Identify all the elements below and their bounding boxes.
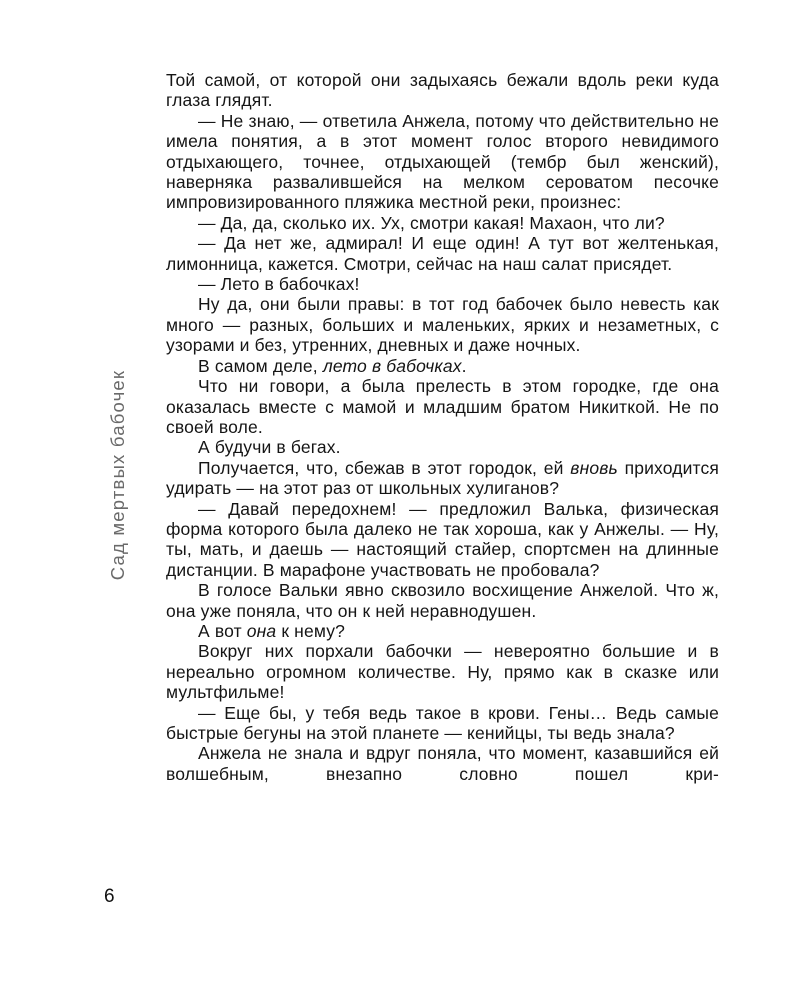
text-run: В самом деле, <box>198 355 323 376</box>
text-run: — Да, да, сколько их. Ух, смотри какая! Махаон, что ли? <box>198 212 665 233</box>
paragraph <box>166 743 719 784</box>
text-run: Вокруг них порхали бабочки — невероятно большие и в нереально огромном количестве. Ну, прямо как в сказке или мультфильме! <box>166 641 719 703</box>
paragraph <box>166 274 719 294</box>
text-run: Ну да, они были правы: в тот год бабочек было невесть как много — разных, больших и маленьких, ярких и незаметных, с узорами и без, утренних, дневных и даже ночных. <box>166 294 719 356</box>
text-run: к нему? <box>276 620 346 641</box>
text-run: Получается, что, сбежав в этот городок, ей <box>198 457 571 478</box>
paragraph <box>166 458 719 499</box>
paragraph <box>166 213 719 233</box>
italic-phrase: вновь <box>570 457 618 478</box>
italic-phrase: она <box>246 620 277 641</box>
paragraph <box>166 294 719 355</box>
paragraph <box>166 499 719 581</box>
text-run: Той самой, от которой они задыхаясь бежали вдоль реки куда глаза глядят. <box>166 70 719 111</box>
italic-phrase: лето в бабочках <box>322 355 462 376</box>
text-run: Что ни говори, а была прелесть в этом городке, где она оказалась вместе с мамой и младшим братом Никиткой. Не по своей воле. <box>166 376 719 437</box>
running-title: Сад мертвых бабочек <box>107 369 128 581</box>
text-run: — Давай передохнем! — предложил Валька, физическая форма которого была далеко не так хороша, как у Анжелы. — Ну, ты, мать, и даешь — настоящий стайер, спортсмен на длинные дистанции. В марафоне участвовать не пробовала? <box>166 498 719 580</box>
paragraph <box>166 437 719 457</box>
text-run: приходится удирать — на этот раз от школьных хулиганов? <box>166 457 719 499</box>
paragraph <box>166 703 719 744</box>
paragraph <box>166 641 719 702</box>
paragraph <box>166 356 719 376</box>
text-run: — Еще бы, у тебя ведь такое в крови. Гены… Ведь самые быстрые бегуны на этой планете — кенийцы, ты ведь знала? <box>166 702 719 743</box>
text-run: В голосе Вальки явно сквозило восхищение Анжелой. Что ж, она уже поняла, что он к ней неравнодушен. <box>166 580 719 621</box>
paragraph <box>166 111 719 213</box>
page-number: 6 <box>104 886 115 907</box>
paragraph <box>166 580 719 621</box>
text-run: Анжела не знала и вдруг поняла, что момент, казавшийся ей волшебным, внезапно словно пошел кри- <box>166 743 719 784</box>
paragraph <box>166 70 719 111</box>
body-text <box>166 70 719 784</box>
paragraph <box>166 621 719 641</box>
text-run: . <box>461 355 467 376</box>
paragraph <box>166 233 719 274</box>
text-run: — Да нет же, адмирал! И еще один! А тут вот желтенькая, лимонница, кажется. Смотри, сейчас на наш салат присядет. <box>166 233 719 274</box>
text-run: А будучи в бегах. <box>198 437 341 458</box>
text-run: — Лето в бабочках! <box>198 274 360 295</box>
text-run: — Не знаю, — ответила Анжела, потому что действительно не имела понятия, а в этот момент голос второго невидимого отдыхающего, точнее, отдыхающей (тембр был женский), наверняка развалившейся на мелком сероватом песочке импровизированного пляжика местной реки, произнес: <box>166 110 719 213</box>
text-run: А вот <box>198 620 247 641</box>
paragraph <box>166 376 719 437</box>
